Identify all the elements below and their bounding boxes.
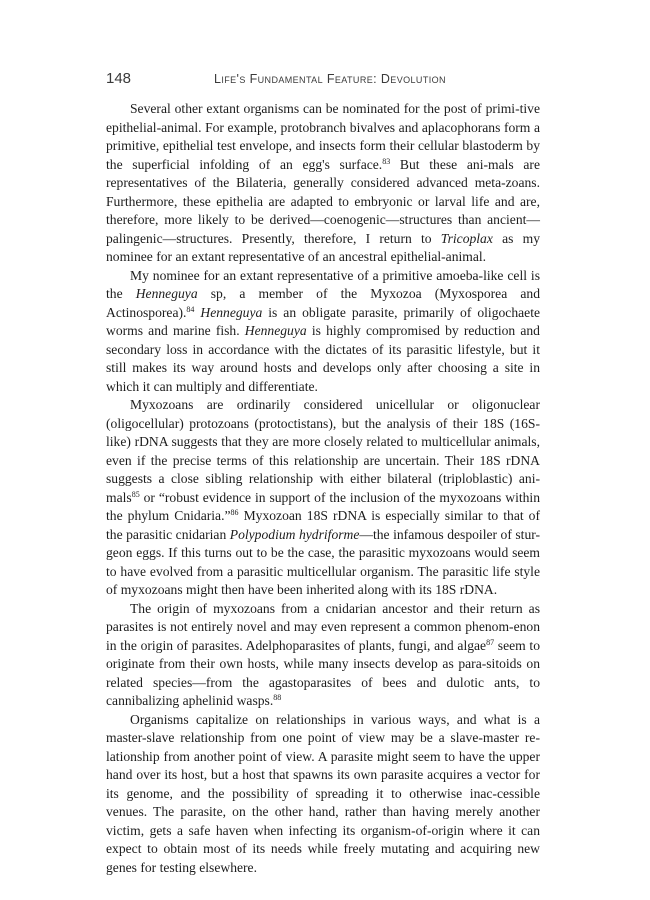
paragraph-5 — [106, 711, 540, 878]
text-run: —the infamous despoiler of stur-geon eggs. If this turns out to be the case, the parasitic myxozoans would seem to have evolved from a parasitic multicellular organism. The parasitic life style of myxozoans might then have been inherited along with its 18S rDNA. — [106, 526, 541, 597]
body-text — [106, 100, 540, 877]
italic-text: Polypodium hydriforme — [229, 526, 360, 542]
text-run: as my nominee for an extant representative of an ancestral epithelial-animal. — [106, 230, 540, 264]
text-run: Myxozoan 18S rDNA is especially similar to that of the parasitic cnidarian — [106, 508, 541, 542]
paragraph-2 — [106, 267, 540, 397]
italic-text: Henneguya — [244, 323, 307, 338]
italic-text: Henneguya — [200, 304, 263, 320]
italic-text: Tricoplax — [440, 230, 493, 246]
footnote-ref: 87 — [486, 637, 495, 647]
italic-text: Henneguya — [135, 286, 198, 301]
text-run: Several other extant organisms can be nominated for the post of primi-tive epithelial-animal. For example, protobranch bivalves and aplacophorans form a primitive, epithelial test envelope, and insects form their cellular blastoderm by the superficial infolding of an egg's surface. — [106, 101, 540, 172]
text-run: My nominee for an extant representative of a primitive amoeba-like cell is the — [106, 267, 540, 301]
paragraph-1 — [106, 100, 540, 267]
footnote-ref: 88 — [273, 693, 282, 702]
running-head — [106, 70, 546, 90]
text-run: or “robust evidence in support of the inclusion of the myxozoans within the phylum Cnidaria.” — [106, 489, 540, 523]
text-run: The origin of myxozoans from a cnidarian ancestor and their return as parasites is not entirely novel and may even represent a common phenom-enon in the origin of parasites. Adelphoparasites of plants, fungi, and algae — [106, 600, 540, 653]
footnote-ref: 84 — [186, 304, 195, 314]
text-run: Myxozoans are ordinarily considered unicellular or oligonuclear (oligocellular) protozoans (protoctistans), but the analysis of their 18S (16S-like) rDNA suggests that they are more closely related to multicellular animals, even if the precise terms of this relationship are uncertain. Their 18S rDNA suggests a close sibling relationship with either bilateral (triploblastic) ani-mals — [106, 397, 540, 505]
paragraph-4 — [106, 600, 540, 711]
text-run: Organisms capitalize on relationships in various ways, and what is a master-slave relationship from one point of view may be a slave-master re-lationship from another point of view. A parasite might seem to have the upper hand over its host, but a host that spawns its own parasite acquires a vector for its genome, and the possibility of spreading it to otherwise inac-cessible venues. The parasite, on the other hand, rather than having merely another victim, gets a safe haven when infecting its organism-of-origin where it can expect to obtain most of its needs while freely mutating and acquiring new genes for testing elsewhere. — [106, 711, 540, 875]
paragraph-3 — [106, 396, 540, 600]
text-run: is highly compromised by reduction and secondary loss in accordance with the dictates of its parasitic lifestyle, but it still makes its way around hosts and develops only after choosing a site in which it can multiply and differentiate. — [106, 323, 540, 394]
text-run: seem to originate from their own hosts, while many insects develop as para-sitoids on related species—from the agastoparasites of bees and dulotic ants, to cannibalizing aphelinid wasps. — [106, 637, 540, 708]
text-run: sp, a member of the Myxozoa (Myxosporea and Actinosporea). — [106, 286, 540, 320]
footnote-ref: 85 — [131, 489, 140, 499]
text-run: But these ani-mals are representatives of the Bilateria, generally considered advanced meta-zoans. Furthermore, these epithelia are adapted to embryonic or larval life and are, therefore, more likely to be derived—coenogenic—structures than ancient—palingenic—structures. Presently, therefore, I return to — [106, 156, 540, 246]
footnote-ref: 83 — [382, 156, 391, 166]
footnote-ref: 86 — [230, 508, 239, 517]
running-title: Life's Fundamental Feature: Devolution — [214, 72, 446, 86]
page-number: 148 — [106, 70, 132, 87]
text-run: is an obligate parasite, primarily of oligochaete worms and marine fish. — [106, 304, 541, 338]
